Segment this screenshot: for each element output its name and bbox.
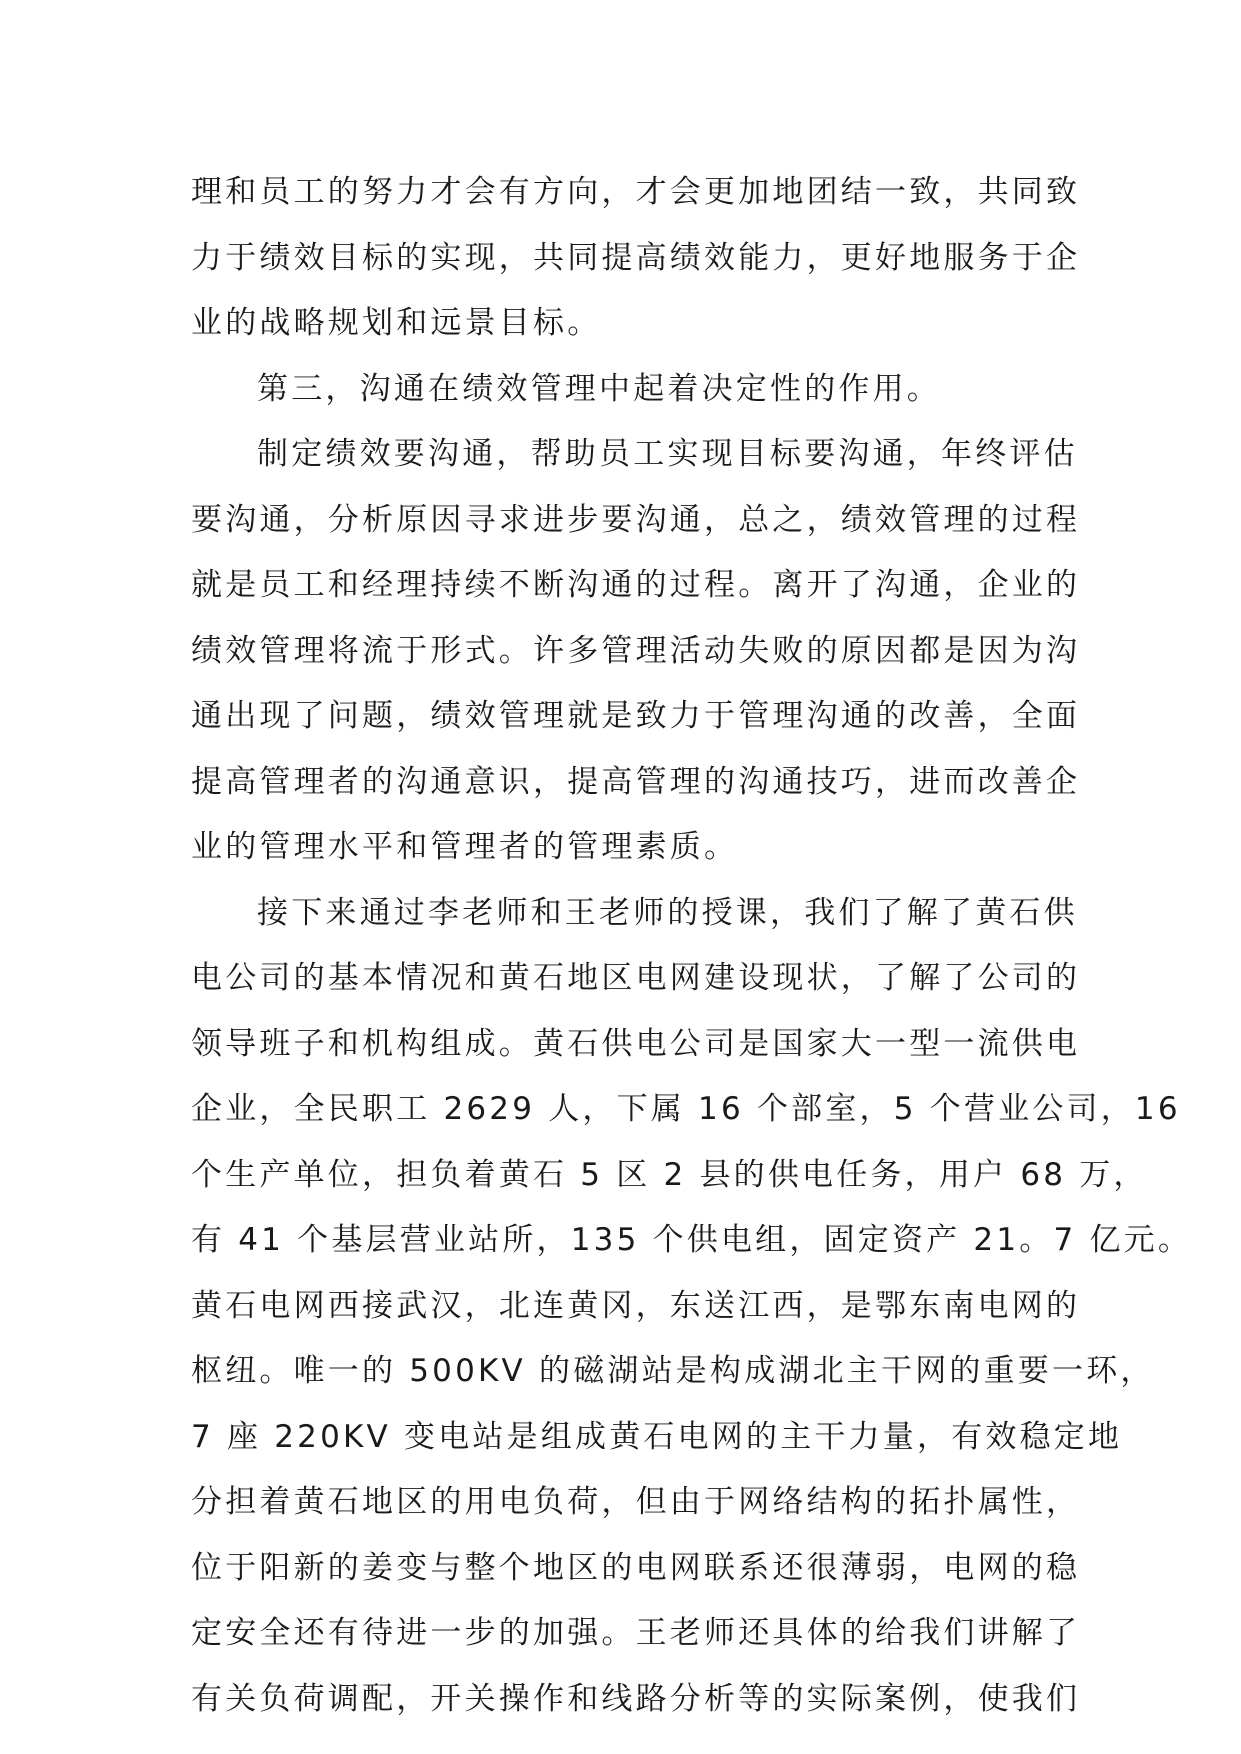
text-line: 就是员工和经理持续不断沟通的过程。离开了沟通，企业的 <box>191 567 1081 603</box>
text-line: 业的管理水平和管理者的管理素质。 <box>191 829 739 865</box>
text-line: 黄石电网西接武汉，北连黄冈，东送江西，是鄂东南电网的 <box>191 1287 1081 1324</box>
text-line: 通出现了问题，绩效管理就是致力于管理沟通的改善，全面 <box>191 698 1081 734</box>
text-line: 业的战略规划和远景目标。 <box>191 305 602 341</box>
text-line: 分担着黄石地区的用电负荷，但由于网络结构的拓扑属性， <box>191 1484 1081 1520</box>
text-line: 个生产单位，担负着黄石 5 区 2 县的供电任务，用户 68 万， <box>191 1156 1148 1193</box>
text-line: 企业，全民职工 2629 人，下属 16 个部室，5 个营业公司，16 <box>191 1091 1181 1127</box>
text-line: 力于绩效目标的实现，共同提高绩效能力，更好地服务于企 <box>191 239 1081 276</box>
text-line: 要沟通，分析原因寻求进步要沟通，总之，绩效管理的过程 <box>191 501 1081 538</box>
text-line: 绩效管理将流于形式。许多管理活动失败的原因都是因为沟 <box>191 632 1081 669</box>
text-line: 理和员工的努力才会有方向，才会更加地团结一致，共同致 <box>191 174 1081 210</box>
paragraph-first-line: 接下来通过李老师和王老师的授课，我们了解了黄石供 <box>257 894 1078 931</box>
paragraph-first-line: 第三，沟通在绩效管理中起着决定性的作用。 <box>257 370 941 407</box>
text-line: 电公司的基本情况和黄石地区电网建设现状，了解了公司的 <box>191 960 1081 996</box>
text-line: 定安全还有待进一步的加强。王老师还具体的给我们讲解了 <box>191 1615 1081 1651</box>
document-body <box>191 160 1193 1732</box>
text-line: 领导班子和机构组成。黄石供电公司是国家大一型一流供电 <box>191 1025 1081 1062</box>
text-line: 枢纽。唯一的 500KV 的磁湖站是构成湖北主干网的重要一环， <box>191 1353 1155 1389</box>
paragraph-first-line: 制定绩效要沟通，帮助员工实现目标要沟通，年终评估 <box>257 436 1078 472</box>
text-line: 有 41 个基层营业站所，135 个供电组，固定资产 21。7 亿元。 <box>191 1222 1193 1258</box>
text-line: 有关负荷调配，开关操作和线路分析等的实际案例，使我们 <box>191 1680 1081 1717</box>
text-line: 位于阳新的姜变与整个地区的电网联系还很薄弱，电网的稳 <box>191 1549 1081 1586</box>
text-line: 提高管理者的沟通意识，提高管理的沟通技巧，进而改善企 <box>191 763 1081 800</box>
text-line: 7 座 220KV 变电站是组成黄石电网的主干力量，有效稳定地 <box>191 1418 1123 1455</box>
